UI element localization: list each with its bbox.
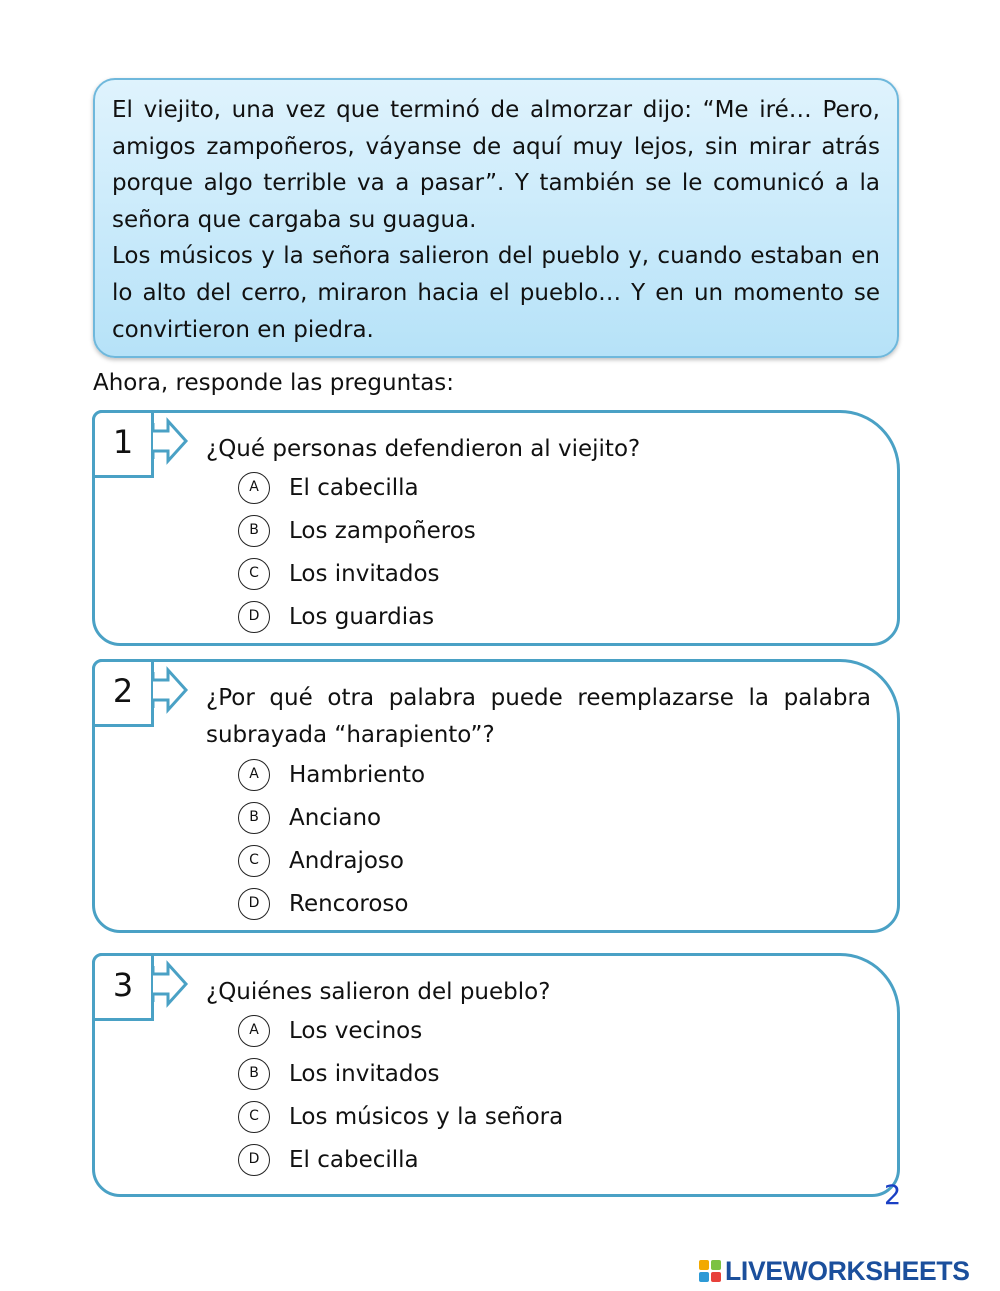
option-a[interactable] [238, 1009, 563, 1052]
option-d[interactable] [238, 882, 425, 925]
instruction-heading: Ahora, responde las preguntas: [93, 370, 455, 396]
reading-paragraph-1: El viejito, una vez que terminó de almorzar dijo: “Me iré… Pero, amigos zampoñeros, váyanse de aquí muy lejos, sin mirar atrás porque algo terrible va a pasar”. Y también se le comunicó a la señora que cargaba su guagua. [112, 97, 880, 233]
option-label: Los zampoñeros [289, 517, 476, 544]
question-text: ¿Por qué otra palabra puede reemplazarse la palabra subrayada “harapiento”? [206, 685, 871, 748]
liveworksheets-logo-icon [698, 1259, 722, 1283]
options-list [238, 753, 425, 925]
option-label: Los guardias [289, 603, 435, 630]
option-label: Rencoroso [289, 890, 409, 917]
reading-passage [93, 78, 899, 358]
question-number: 1 [92, 410, 154, 478]
question-1 [92, 410, 900, 646]
option-bubble[interactable]: A [238, 759, 270, 791]
option-bubble[interactable]: A [238, 472, 270, 504]
option-label: Anciano [289, 804, 382, 831]
question-text: ¿Quiénes salieron del pueblo? [206, 979, 551, 1005]
option-bubble[interactable]: B [238, 515, 270, 547]
arrow-right-icon [150, 417, 190, 465]
option-bubble[interactable]: D [238, 1144, 270, 1176]
reading-paragraph-2: Los músicos y la señora salieron del pueblo y, cuando estaban en lo alto del cerro, miraron hacia el pueblo… Y en un momento se convirtieron en piedra. [112, 243, 880, 343]
option-bubble[interactable]: C [238, 558, 270, 590]
question-number: 2 [92, 659, 154, 727]
page-number: 2 [884, 1180, 902, 1211]
option-c[interactable] [238, 839, 425, 882]
option-a[interactable] [238, 753, 425, 796]
options-list [238, 466, 476, 638]
question-3 [92, 953, 900, 1197]
option-bubble[interactable]: D [238, 601, 270, 633]
option-label: Los invitados [289, 560, 440, 587]
option-bubble[interactable]: B [238, 1058, 270, 1090]
option-d[interactable] [238, 595, 476, 638]
option-label: Los músicos y la señora [289, 1103, 564, 1130]
option-d[interactable] [238, 1138, 563, 1181]
arrow-right-icon [150, 666, 190, 714]
option-label: El cabecilla [289, 1146, 419, 1173]
question-2 [92, 659, 900, 933]
option-bubble[interactable]: C [238, 845, 270, 877]
option-b[interactable] [238, 796, 425, 839]
brand-name: LIVEWORKSHEETS [725, 1256, 970, 1286]
liveworksheets-branding [698, 1257, 970, 1285]
option-bubble[interactable]: D [238, 888, 270, 920]
option-a[interactable] [238, 466, 476, 509]
option-c[interactable] [238, 552, 476, 595]
option-bubble[interactable]: B [238, 802, 270, 834]
question-text: ¿Qué personas defendieron al viejito? [206, 436, 641, 462]
option-label: Andrajoso [289, 847, 404, 874]
option-b[interactable] [238, 1052, 563, 1095]
arrow-right-icon [150, 960, 190, 1008]
option-label: El cabecilla [289, 474, 419, 501]
option-c[interactable] [238, 1095, 563, 1138]
option-bubble[interactable]: C [238, 1101, 270, 1133]
option-b[interactable] [238, 509, 476, 552]
option-label: Hambriento [289, 761, 426, 788]
option-bubble[interactable]: A [238, 1015, 270, 1047]
option-label: Los invitados [289, 1060, 440, 1087]
option-label: Los vecinos [289, 1017, 423, 1044]
question-number: 3 [92, 953, 154, 1021]
options-list [238, 1009, 563, 1181]
